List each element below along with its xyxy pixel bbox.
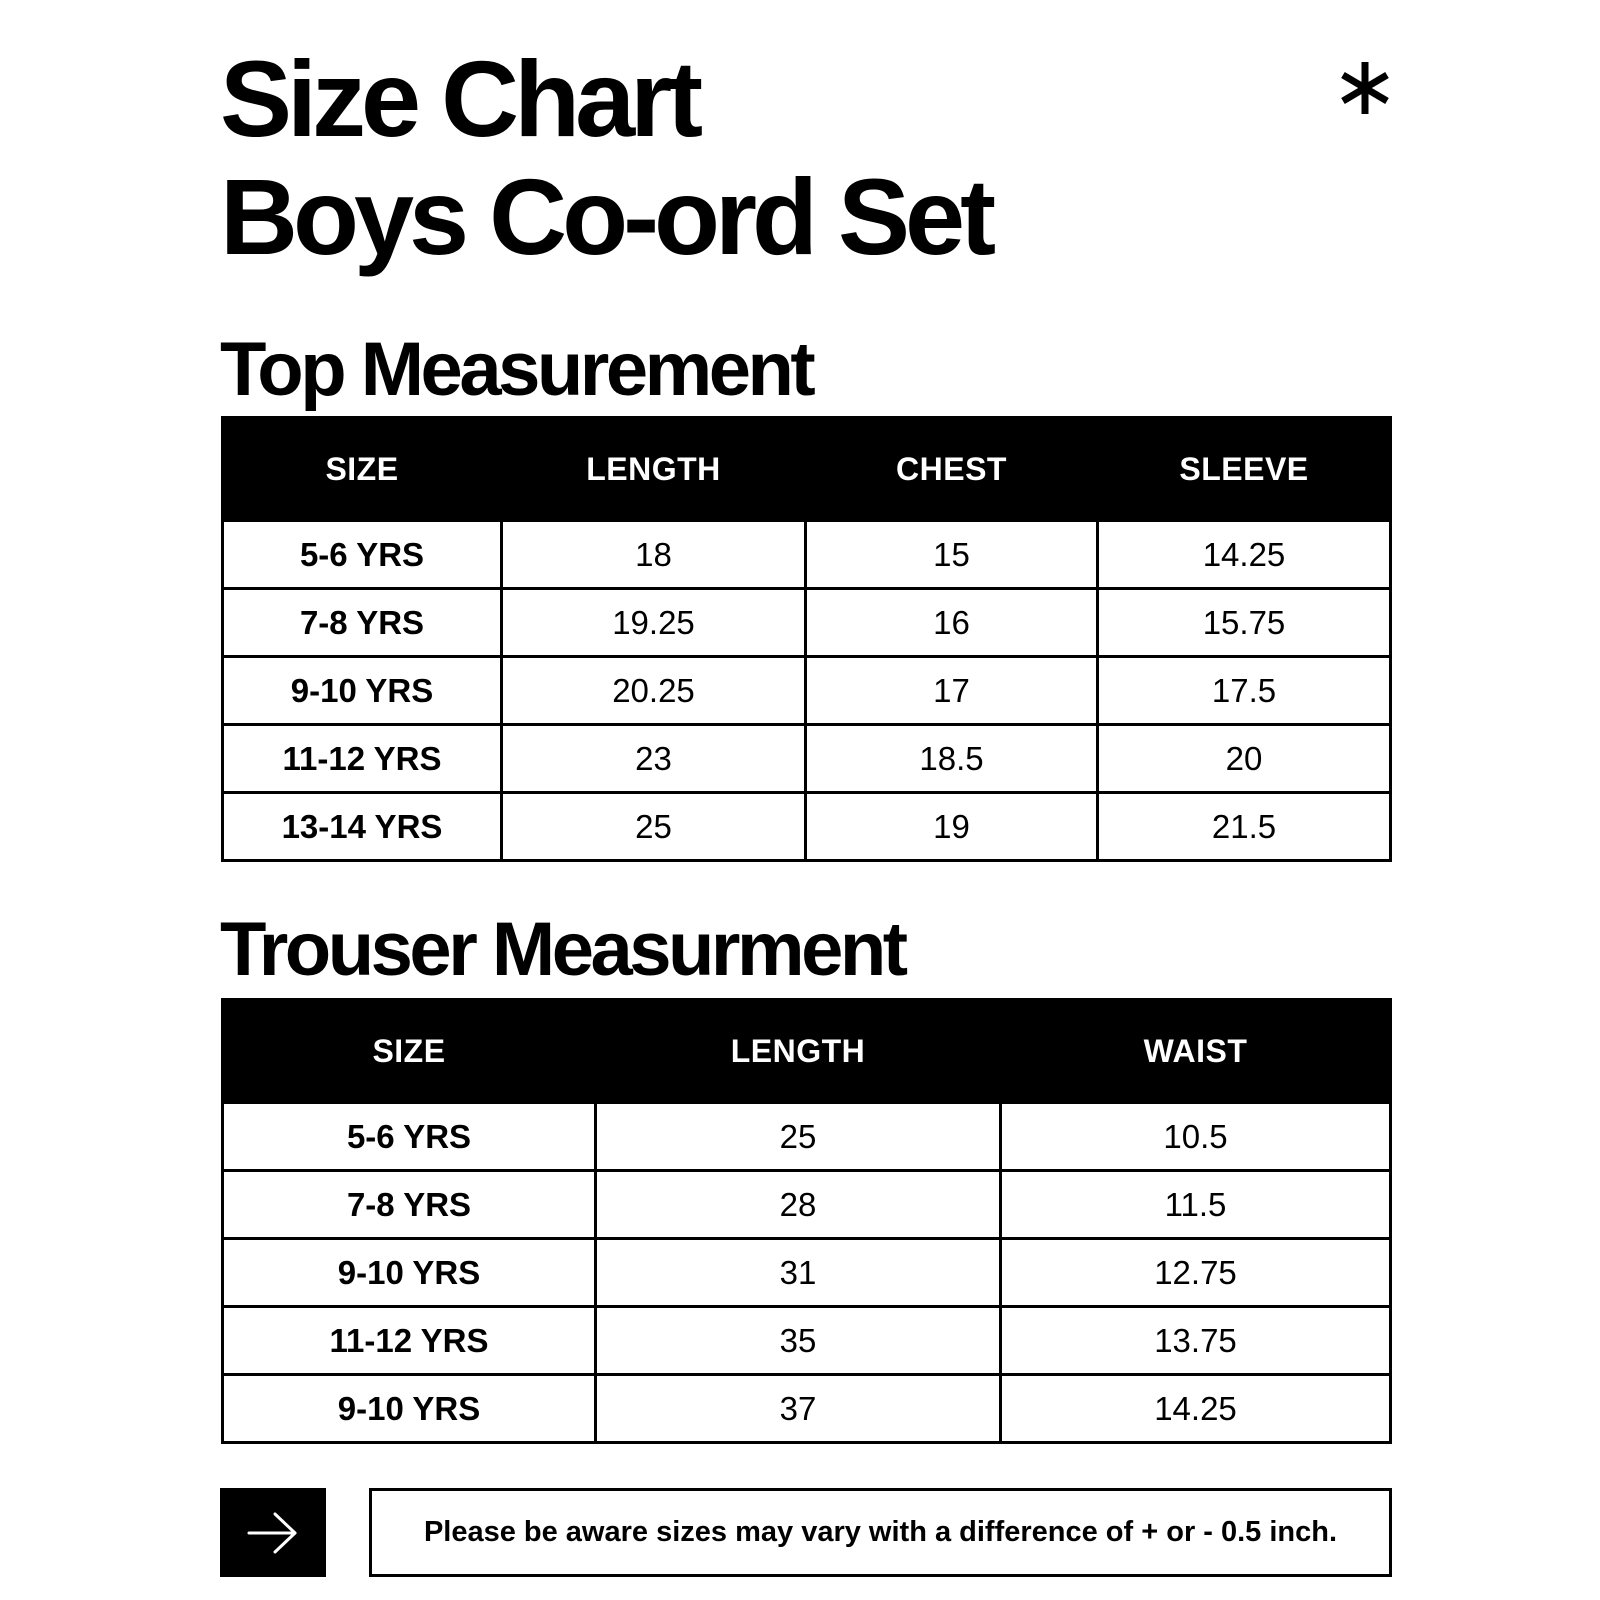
- size-cell: 9-10 YRS: [223, 1239, 596, 1307]
- length-cell: 18: [502, 521, 806, 589]
- top-measurement-table: [221, 416, 1392, 862]
- size-cell: 5-6 YRS: [223, 1103, 596, 1171]
- waist-cell: 13.75: [1001, 1307, 1391, 1375]
- table-row: [223, 589, 1391, 657]
- title-line-2: Boys Co-ord Set: [220, 156, 992, 277]
- sleeve-cell: 20: [1098, 725, 1391, 793]
- length-cell: 28: [596, 1171, 1001, 1239]
- column-header: SIZE: [223, 1000, 596, 1103]
- waist-cell: 14.25: [1001, 1375, 1391, 1443]
- length-cell: 25: [596, 1103, 1001, 1171]
- length-cell: 19.25: [502, 589, 806, 657]
- table-row: [223, 657, 1391, 725]
- column-header: CHEST: [806, 418, 1098, 521]
- arrow-right-icon: [247, 1511, 299, 1555]
- note-text: Please be aware sizes may vary with a difference of + or - 0.5 inch.: [423, 1516, 1338, 1548]
- size-variance-note: [369, 1488, 1392, 1577]
- size-cell: 13-14 YRS: [223, 793, 502, 861]
- size-cell: 5-6 YRS: [223, 521, 502, 589]
- page-title: [220, 40, 991, 276]
- chest-cell: 15: [806, 521, 1098, 589]
- size-cell: 7-8 YRS: [223, 589, 502, 657]
- waist-cell: 11.5: [1001, 1171, 1391, 1239]
- size-cell: 11-12 YRS: [223, 725, 502, 793]
- table-row: [223, 725, 1391, 793]
- chest-cell: 17: [806, 657, 1098, 725]
- length-cell: 31: [596, 1239, 1001, 1307]
- chest-cell: 19: [806, 793, 1098, 861]
- length-cell: 35: [596, 1307, 1001, 1375]
- length-cell: 25: [502, 793, 806, 861]
- table-row: [223, 1239, 1391, 1307]
- length-cell: 23: [502, 725, 806, 793]
- asterisk-icon: [1340, 58, 1390, 118]
- table-row: [223, 521, 1391, 589]
- size-cell: 11-12 YRS: [223, 1307, 596, 1375]
- column-header: LENGTH: [596, 1000, 1001, 1103]
- table-header-row: [223, 1000, 1391, 1103]
- column-header: SLEEVE: [1098, 418, 1391, 521]
- table-row: [223, 793, 1391, 861]
- table-header-row: [223, 418, 1391, 521]
- length-cell: 37: [596, 1375, 1001, 1443]
- size-cell: 9-10 YRS: [223, 1375, 596, 1443]
- table-row: [223, 1375, 1391, 1443]
- column-header: WAIST: [1001, 1000, 1391, 1103]
- chest-cell: 16: [806, 589, 1098, 657]
- sleeve-cell: 14.25: [1098, 521, 1391, 589]
- table-row: [223, 1307, 1391, 1375]
- size-cell: 7-8 YRS: [223, 1171, 596, 1239]
- size-cell: 9-10 YRS: [223, 657, 502, 725]
- trouser-measurement-title: Trouser Measurment: [220, 907, 905, 992]
- length-cell: 20.25: [502, 657, 806, 725]
- column-header: SIZE: [223, 418, 502, 521]
- waist-cell: 10.5: [1001, 1103, 1391, 1171]
- table-row: [223, 1103, 1391, 1171]
- table-row: [223, 1171, 1391, 1239]
- chest-cell: 18.5: [806, 725, 1098, 793]
- arrow-button[interactable]: [220, 1488, 326, 1577]
- sleeve-cell: 15.75: [1098, 589, 1391, 657]
- waist-cell: 12.75: [1001, 1239, 1391, 1307]
- column-header: LENGTH: [502, 418, 806, 521]
- title-line-1: Size Chart: [220, 38, 699, 159]
- sleeve-cell: 17.5: [1098, 657, 1391, 725]
- top-measurement-title: Top Measurement: [220, 327, 813, 412]
- trouser-measurement-table: [221, 998, 1392, 1444]
- sleeve-cell: 21.5: [1098, 793, 1391, 861]
